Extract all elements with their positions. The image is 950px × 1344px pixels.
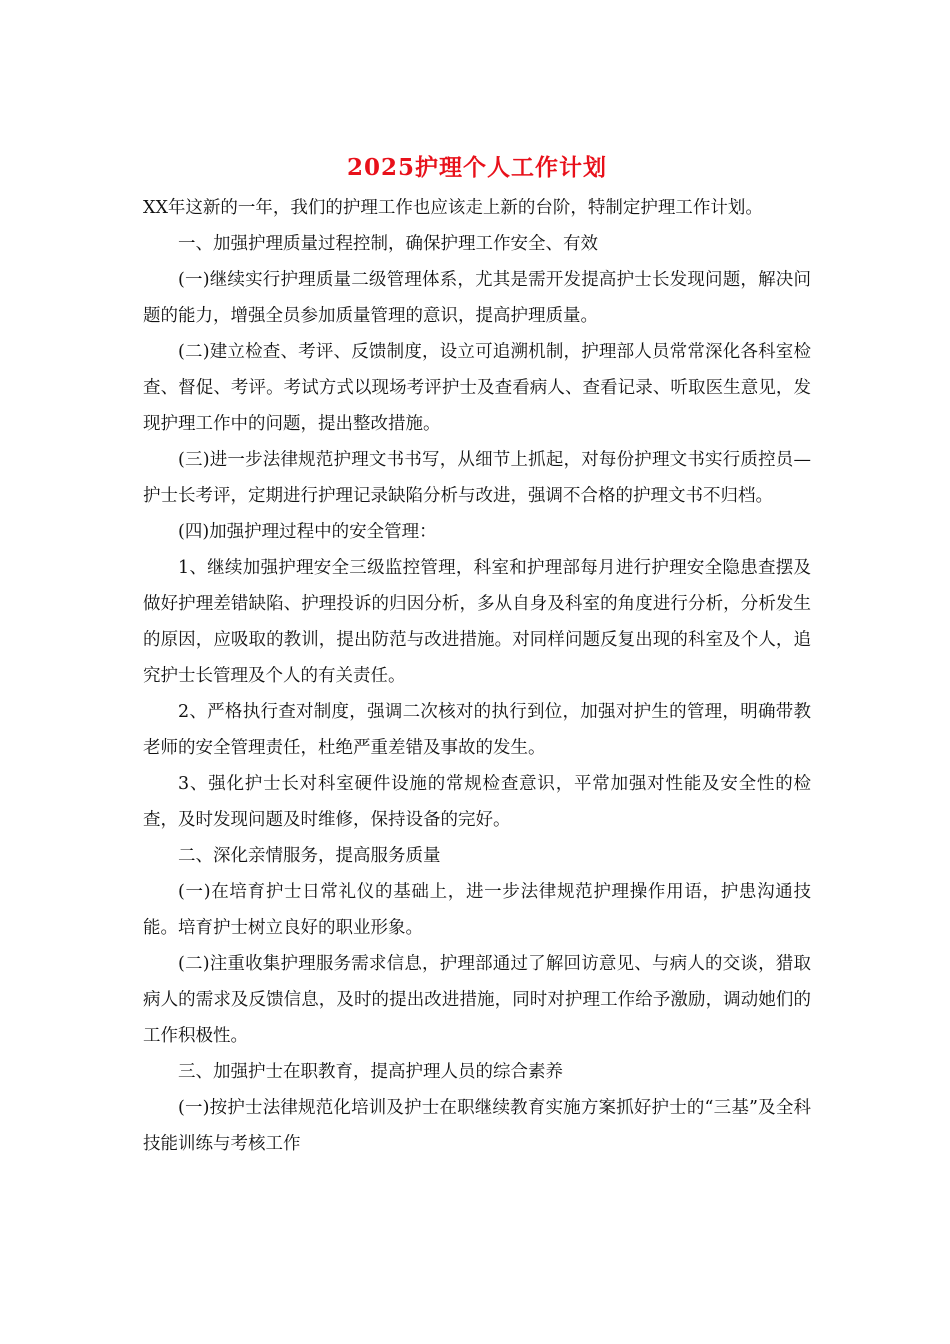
document-title: 2025护理个人工作计划: [346, 154, 607, 181]
document-body: [143, 148, 811, 1162]
paragraph-9: 二、深化亲情服务，提高服务质量: [178, 846, 441, 866]
paragraph-2: (一)继续实行护理质量二级管理体系，尤其是需开发提高护士长发现问题，解决问题的能力，增强全员参加质量管理的意识，提高护理质量。: [143, 270, 811, 326]
paragraph-4: (三)进一步法律规范护理文书书写，从细节上抓起，对每份护理文书实行质控员—护士长考评，定期进行护理记录缺陷分析与改进，强调不合格的护理文书不归档。: [143, 450, 811, 506]
paragraph-0: XX年这新的一年，我们的护理工作也应该走上新的台阶，特制定护理工作计划。: [143, 198, 763, 218]
paragraph-11: (二)注重收集护理服务需求信息，护理部通过了解回访意见、与病人的交谈，猎取病人的需求及反馈信息，及时的提出改进措施，同时对护理工作给予激励，调动她们的工作积极性。: [143, 954, 811, 1046]
paragraph-1: 一、加强护理质量过程控制，确保护理工作安全、有效: [178, 234, 598, 254]
paragraph-13: (一)按护士法律规范化培训及护士在职继续教育实施方案抓好护士的“三基”及全科技能训练与考核工作: [143, 1098, 811, 1154]
paragraph-8: 3、强化护士长对科室硬件设施的常规检查意识，平常加强对性能及安全性的检查，及时发现问题及时维修，保持设备的完好。: [143, 774, 811, 830]
paragraph-3: (二)建立检查、考评、反馈制度，设立可追溯机制，护理部人员常常深化各科室检查、督促、考评。考试方式以现场考评护士及查看病人、查看记录、听取医生意见，发现护理工作中的问题，提出整改措施。: [143, 342, 811, 434]
paragraph-12: 三、加强护士在职教育，提高护理人员的综合素养: [178, 1062, 563, 1082]
paragraph-10: (一)在培育护士日常礼仪的基础上，进一步法律规范护理操作用语，护患沟通技能。培育护士树立良好的职业形象。: [143, 882, 811, 938]
paragraph-7: 2、严格执行查对制度，强调二次核对的执行到位，加强对护生的管理，明确带教老师的安全管理责任，杜绝严重差错及事故的发生。: [143, 702, 811, 758]
paragraph-6: 1、继续加强护理安全三级监控管理，科室和护理部每月进行护理安全隐患查摆及做好护理差错缺陷、护理投诉的归因分析，多从自身及科室的角度进行分析，分析发生的原因，应吸取的教训，提出防范与改进措施。对同样问题反复出现的科室及个人，追究护士长管理及个人的有关责任。: [143, 558, 811, 686]
paragraph-list: [143, 190, 811, 1162]
paragraph-5: (四)加强护理过程中的安全管理：: [178, 522, 437, 542]
